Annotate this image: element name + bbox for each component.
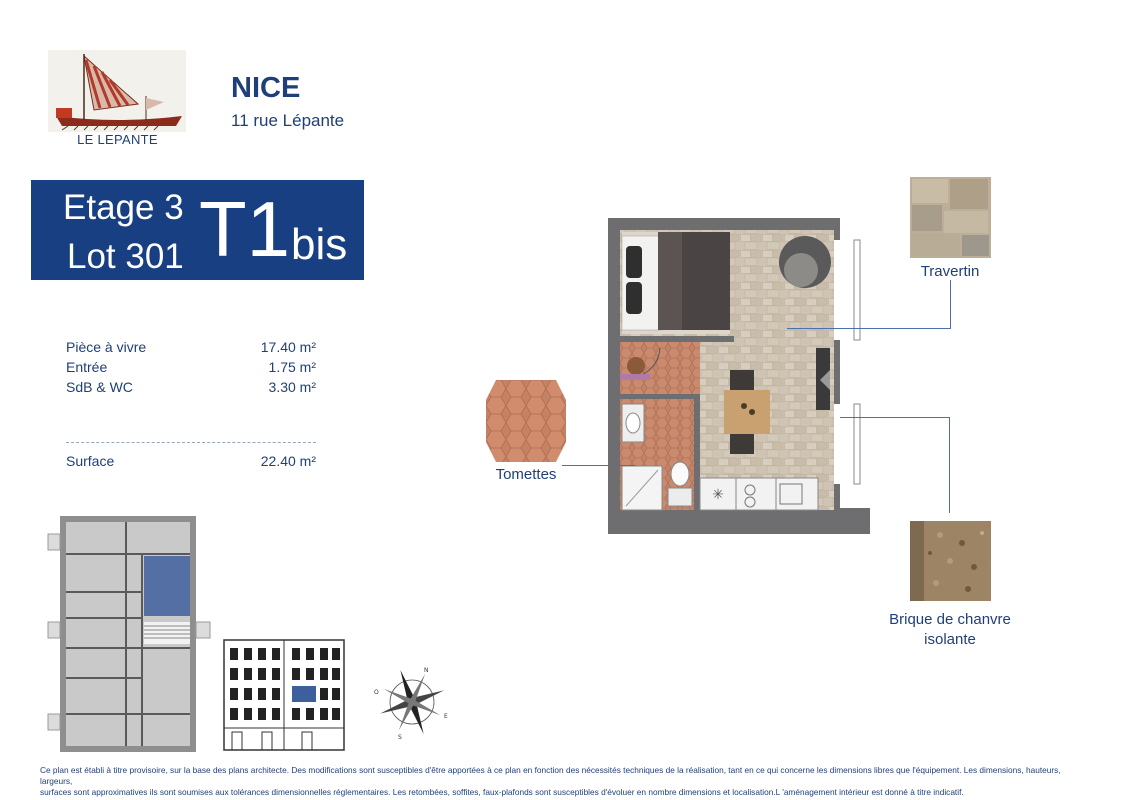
area-value: 1.75 m² (268, 359, 316, 375)
area-row-living (66, 339, 316, 355)
area-value: 17.40 m² (260, 339, 316, 355)
area-label: SdB & WC (66, 379, 133, 395)
travertin-label: Travertin (920, 263, 980, 280)
galley-ship-icon (48, 50, 186, 132)
lot-label: Lot 301 (67, 237, 184, 276)
floor-plan (608, 218, 870, 541)
compass-rose (372, 662, 452, 742)
total-surface-row (66, 453, 316, 469)
disclaimer-line2: surfaces sont approximatives ils sont soumises aux tolérances dimensionnelles réglementaires. Les retombées, soffites, faux-plafonds sont susceptibles d'évoluer en nombre dimensions et localisation.L 'aménagement intérieur est donné à titre indicatif. (40, 787, 964, 797)
compass-e: E (444, 713, 448, 720)
city-title: NICE (231, 72, 301, 104)
leader-line (950, 280, 951, 329)
area-row-bathroom (66, 379, 316, 395)
area-label: Entrée (66, 359, 108, 375)
area-row-entry (66, 359, 316, 375)
address: 11 rue Lépante (231, 111, 345, 130)
compass-o: O (374, 689, 379, 696)
lot-banner (31, 180, 364, 280)
area-value: 3.30 m² (268, 379, 316, 395)
logo (48, 50, 186, 132)
leader-line (787, 328, 951, 329)
brique-label-line2: isolante (924, 631, 976, 648)
brique-chanvre-swatch (910, 521, 991, 601)
compass-s: S (398, 734, 402, 741)
brique-chanvre-label (870, 610, 1030, 650)
tomettes-label: Tomettes (495, 466, 557, 483)
divider (66, 442, 316, 443)
brique-label-line1: Brique de chanvre (889, 611, 1011, 628)
total-label: Surface (66, 453, 115, 469)
apartment-type: T1 (199, 185, 291, 273)
building-facade (222, 638, 346, 752)
svg-text:✳: ✳ (712, 487, 724, 503)
compass-n: N (424, 667, 429, 674)
area-label: Pièce à vivre (66, 339, 147, 355)
compass-icon (372, 662, 452, 742)
apartment-type-suffix: bis (291, 220, 348, 269)
building-floor-plan (46, 514, 212, 756)
tomettes-swatch (486, 380, 566, 462)
total-value: 22.40 m² (260, 453, 316, 469)
floor-label: Etage 3 (63, 188, 184, 227)
disclaimer-line1: Ce plan est établi à titre provisoire, sur la base des plans architecte. Des modifications sont susceptibles d'être apportées à ce plan en fonction des nécessités techniques de la réalisation, tant en ce qui concerne les dimensions libres que l'équipement. Les dimensions, hauteurs, largeurs, (40, 765, 1061, 786)
disclaimer (40, 765, 1090, 798)
logo-caption: LE LEPANTE (77, 132, 158, 147)
travertin-swatch (910, 177, 991, 258)
leader-line (840, 417, 950, 418)
leader-line (949, 417, 950, 513)
